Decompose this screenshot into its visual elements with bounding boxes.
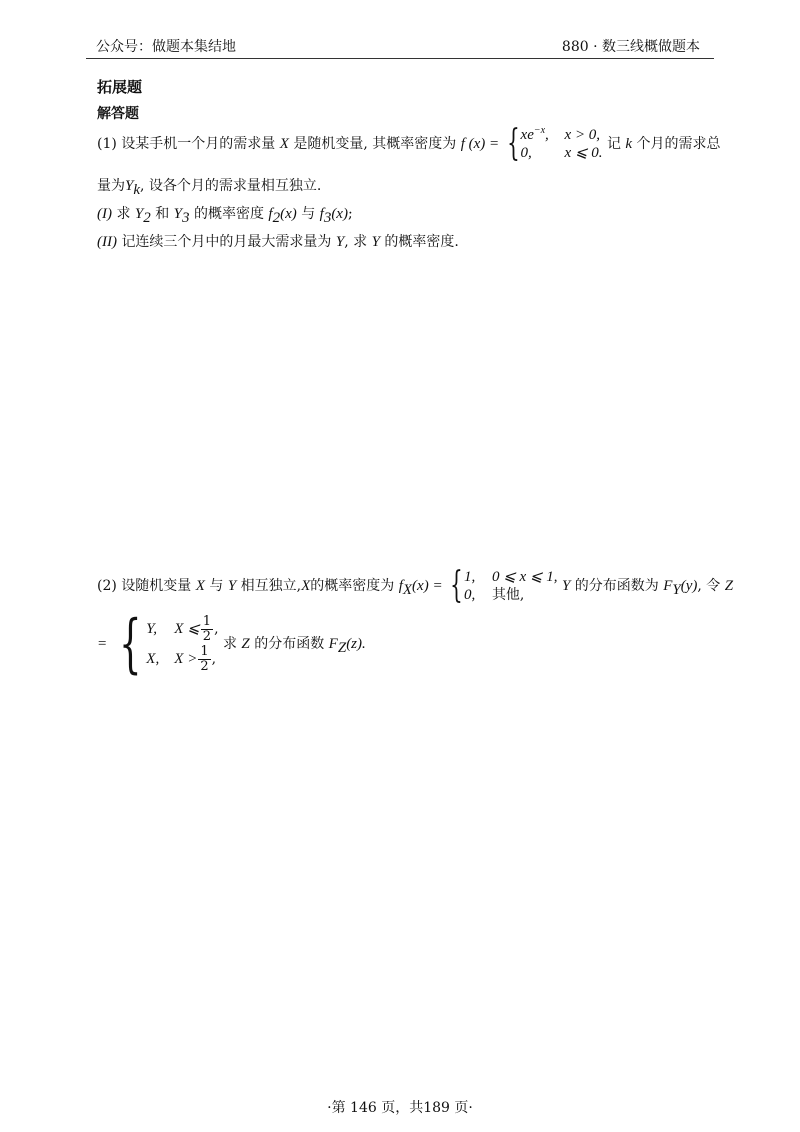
- page-header: [86, 36, 714, 56]
- q2-line-2: = { Y, X ⩽ $\frac{1}{2}$ , X, X > $\frac{1}{2}$ , 求 Z 的分布函数 $F_Z(z)$.: [97, 607, 366, 681]
- piecewise-cases: 1, 0 ⩽ x ⩽ 1, 0, 其他,: [463, 569, 558, 603]
- q1-part-1: (I) 求 $Y_2$ 和 $Y_3$ 的概率密度 $f_2(x)$ 与 $f_3(x)$;: [97, 206, 353, 226]
- header-left-text: 公众号：做题本集结地: [96, 39, 236, 55]
- header-rule: [86, 58, 714, 59]
- left-brace: {: [118, 607, 142, 681]
- piecewise-cases: $xe^{-x}$, x > 0, 0, x ⩽ 0.: [520, 125, 603, 161]
- page-footer: ·第 146 页，共189 页·: [327, 1100, 473, 1116]
- q1-line-1: (1) 设某手机一个月的需求量 X 是随机变量, 其概率密度为 f (x) = { $xe^{-x}$, x > 0, 0, x ⩽ 0. 记 k 个月的需求总: [97, 123, 721, 164]
- q2-line-1: (2) 设随机变量 X 与 Y 相互独立,X的概率密度为 $f_X(x)$ = { 1, 0 ⩽ x ⩽ 1, 0, 其他, Y 的分布函数为 $F_Y(y)$, 令 Z: [97, 565, 734, 606]
- sub-title: 解答题: [97, 106, 139, 122]
- left-brace: {: [450, 565, 463, 606]
- q1-part-2: (II) 记连续三个月中的月最大需求量为 Y, 求 Y 的概率密度.: [97, 234, 459, 250]
- section-title: 拓展题: [97, 78, 143, 96]
- piecewise-cases: Y, X ⩽ $\frac{1}{2}$ , X, X > $\frac{1}{2}$ ,: [146, 613, 219, 674]
- header-right-text: 880 · 数三线概做题本: [561, 39, 700, 55]
- q1-line-2: 量为$Y_k$, 设各个月的需求量相互独立.: [97, 178, 322, 198]
- left-brace: {: [506, 123, 520, 164]
